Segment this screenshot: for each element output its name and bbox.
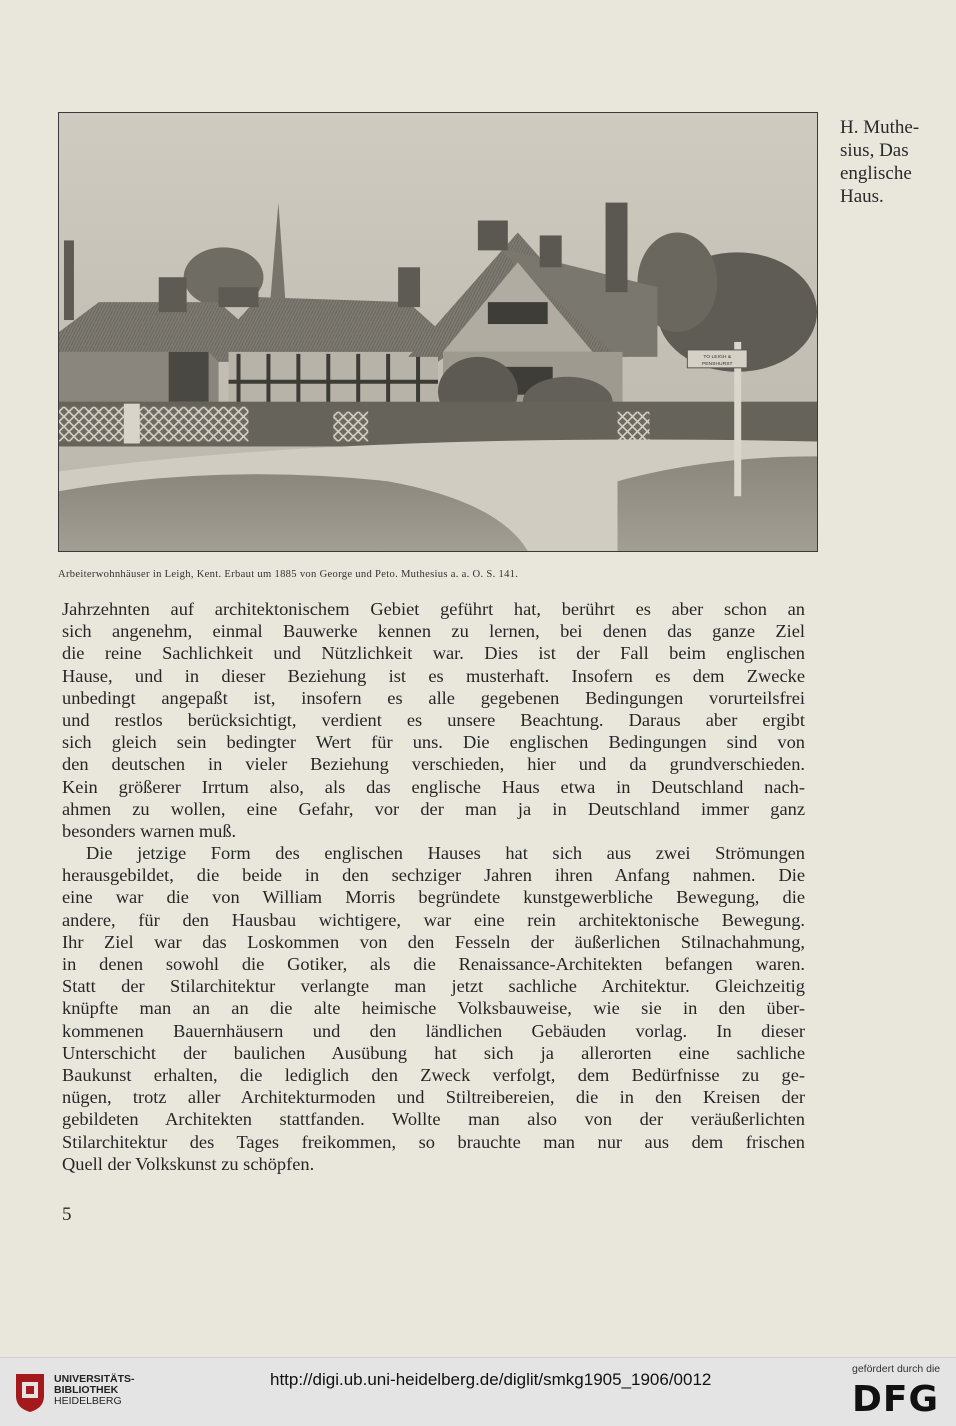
gable-window — [488, 302, 548, 324]
text-line: Unterschicht der baulichen Ausübung hat sich ja allerorten eine sachliche — [62, 1042, 805, 1063]
side-note-line: sius, Das — [840, 140, 909, 161]
text-line: kommenen Bauernhäusern und den ländlichen Gebäuden vorlag. In dieser — [62, 1020, 805, 1041]
text-line: unbedingt angepaßt ist, insofern es alle gegebenen Bedingungen vorurteilsfrei — [62, 687, 805, 708]
figure-caption: Arbeiterwohnhäuser in Leigh, Kent. Erbaut um 1885 von George und Peto. Muthesius a. a. O. S. 141. — [58, 569, 519, 580]
tall-chimney — [606, 203, 628, 293]
chimney — [159, 277, 187, 312]
text-line: Baukunst erhalten, die lediglich den Zweck verfolgt, dem Bedürfnisse zu ge- — [62, 1064, 805, 1085]
lattice-fence — [59, 407, 129, 442]
text-line: eine war die von William Morris begründete kunstgewerbliche Bewegung, die — [62, 887, 805, 908]
library-name-line: BIBLIOTHEK — [54, 1384, 119, 1396]
text-line: Die jetzige Form des englischen Hauses hat sich aus zwei Strömungen — [86, 843, 805, 864]
library-name-line: HEIDELBERG — [54, 1395, 122, 1407]
lattice-gate — [618, 412, 650, 442]
viewer-footer — [0, 1357, 956, 1426]
funding-label: gefördert durch die — [852, 1363, 941, 1375]
text-line: den deutschen in vieler Beziehung verschieden, hier und da grundverschieden. — [62, 754, 805, 775]
text-line: in denen sowohl die Gotiker, als die Renaissance-Architekten befangen waren. — [62, 954, 805, 974]
university-seal-icon — [12, 1370, 48, 1414]
text-line: Jahrzehnten auf architektonischem Gebiet geführt hat, berührt es aber schon an — [62, 599, 805, 619]
side-note — [840, 116, 950, 208]
side-note-line: H. Muthe- — [840, 117, 920, 138]
text-line: Statt der Stilarchitektur verlangte man jetzt sachliche Architektur. Gleichzeitig — [62, 976, 805, 997]
page-number: 5 — [62, 1204, 72, 1225]
chimney — [398, 267, 420, 307]
signpost-text: TO LEIGH & — [703, 353, 732, 360]
library-name — [54, 1374, 135, 1407]
text-line: nügen, trotz aller Architekturmoden und Stiltreibereien, die in den Kreisen der — [62, 1087, 805, 1108]
text-line: sich angenehm, einmal Bauwerke kennen zu lernen, bei denen das ganze Ziel — [62, 621, 805, 642]
body-text — [62, 598, 805, 1175]
library-name-line: UNIVERSITÄTS- — [54, 1373, 135, 1385]
text-line: knüpfte man an an die alte heimische Volksbauweise, wie sie in den über- — [62, 998, 805, 1019]
chimney — [219, 287, 259, 307]
chimney — [64, 240, 74, 320]
document-url-link[interactable]: http://digi.ub.uni-heidelberg.de/diglit/smkg1905_1906/0012 — [270, 1370, 712, 1389]
text-line: Kein größerer Irrtum also, als das englische Haus etwa in Deutschland nach- — [62, 776, 805, 797]
paragraph — [62, 842, 805, 1175]
lattice-gate — [333, 412, 368, 442]
side-note-line: Haus. — [840, 186, 884, 207]
text-line: Quell der Volkskunst zu schöpfen. — [62, 1153, 315, 1174]
chimney — [540, 235, 562, 267]
text-line: Stilarchitektur des Tages freikommen, so brauchte man nur aus dem frischen — [62, 1131, 805, 1152]
side-note-line: englische — [840, 163, 912, 184]
text-line: und restlos berücksichtigt, verdient es unsere Beachtung. Daraus aber ergibt — [62, 709, 805, 730]
text-line: herausgebildet, die beide in den sechziger Jahren ihren Anfang nahmen. Die — [62, 865, 805, 886]
cottage-photograph — [58, 112, 818, 552]
text-line: Hause, und in dieser Beziehung ist es musterhaft. Insofern es dem Zwecke — [62, 665, 805, 686]
text-line: gebildeten Architekten stattfanden. Wollte man also von der veräußerlichten — [62, 1109, 805, 1130]
lattice-fence — [139, 407, 249, 442]
signpost-text: PENSHURST — [701, 360, 733, 367]
text-line: sich gleich sein bedingter Wert für uns. Die englischen Bedingungen sind von — [62, 732, 805, 753]
text-line: ahmen zu wollen, eine Gefahr, vor der man ja in Deutschland immer ganz — [62, 798, 805, 819]
chimney — [478, 221, 508, 251]
photo-illustration — [59, 113, 817, 551]
text-line: Ihr Ziel war das Loskommen von den Fesseln der äußerlichen Stilnachahmung, — [62, 931, 805, 952]
paragraph — [62, 598, 805, 842]
text-line: die reine Sachlichkeit und Nützlichkeit war. Dies ist der Fall beim englischen — [62, 643, 805, 664]
dfg-logo: DFG — [852, 1379, 940, 1420]
text-line: andere, für den Hausbau wichtigere, war eine rein architektonische Bewegung. — [62, 909, 805, 930]
gate-post — [124, 404, 140, 444]
text-line: besonders warnen muß. — [62, 820, 237, 841]
